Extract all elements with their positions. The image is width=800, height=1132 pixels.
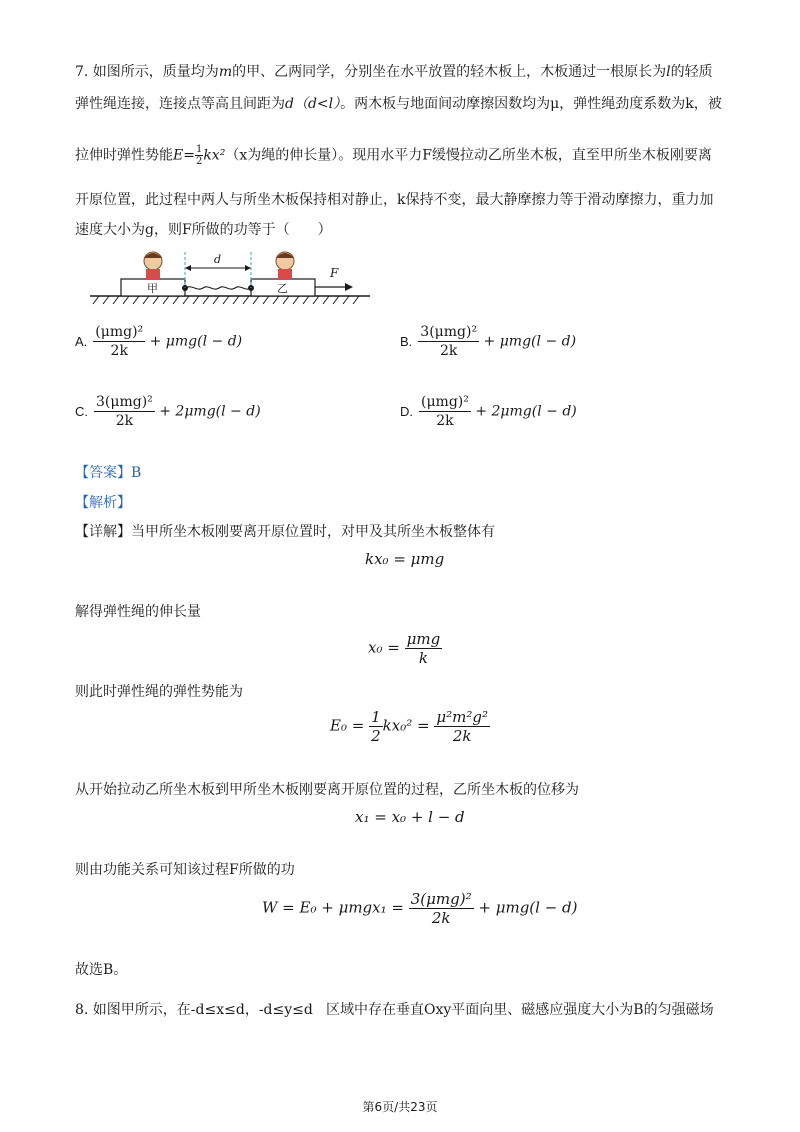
detail-conclusion: 故选B。 [75,962,128,978]
page-footer: 第6页/共23页 [362,1100,438,1114]
half-fraction: $\frac{1}{2}$ [195,144,203,167]
option-d[interactable]: D. $\frac{\text{(μmg)²}}{2k}$ + 2μmg(l − d) [400,394,577,429]
label-yi: 乙 [277,282,288,295]
q7-line-4: 开原位置，此过程中两人与所坐木板保持相对静止，k保持不变，最大静摩擦力等于滑动摩擦力，重力加 [75,192,714,208]
analysis-label: 【解析】 [75,495,131,511]
q8-line-1b: 区域中存在垂直Oxy平面向里、磁感应强度大小为B的匀强磁场 [326,1002,714,1018]
q7-line-1: 7. 如图所示，质量均为m的甲、乙两同学，分别坐在水平放置的轻木板上，木板通过一根原长为l的轻质 [75,64,713,80]
detail-line-2: 解得弹性绳的伸长量 [75,604,201,620]
label-d: d [214,253,222,266]
label-F: F [330,266,339,280]
option-a[interactable]: A. $\frac{\text{(μmg)²}}{2k}$ + μmg(l − d) [75,324,243,359]
kid-jia-icon [144,252,162,279]
equation-3: E₀ = $\frac{1}{2}$ kx₀² = $\frac{\text{μ²m²g²}}{2k}$ [330,708,488,745]
q7-line-5: 速度大小为g，则F所做的功等于（ ） [75,222,332,238]
kid-yi-icon [276,252,294,279]
answer-label: 【答案】B [75,465,142,481]
label-jia: 甲 [147,282,158,295]
equation-5: W = E₀ + μmgx₁ = $\frac{\text{3(μmg)²}}{2k}$ + μmg(l − d) [262,890,578,927]
equation-4: x₁ = x₀ + l − d [355,808,465,826]
equation-1: kx₀ = μmg [365,550,445,568]
option-c[interactable]: C. $\frac{\text{3(μmg)²}}{2k}$ + 2μmg(l − d) [75,394,261,429]
elastic-rope [185,287,251,289]
q8-line-1a: 8. 如图甲所示，在-d≤x≤d，-d≤y≤d [75,1002,313,1018]
detail-line-5: 则由功能关系可知该过程F所做的功 [75,862,295,878]
board-spring-figure [85,248,375,310]
option-b[interactable]: B. $\frac{\text{3(μmg)²}}{2k}$ + μmg(l − d) [400,324,577,359]
detail-line-1: 【详解】当甲所坐木板刚要离开原位置时，对甲及其所坐木板整体有 [75,524,495,540]
q7-line-3: 拉伸时弹性势能E= $\frac{1}{2}$ kx²（x为绳的伸长量）。现用水平力F缓慢拉动乙所坐木板，直至甲所坐木板刚要离 [75,144,712,167]
q7-line-2: 弹性绳连接，连接点等高且间距为d（d<l）。两木板与地面间动摩擦因数均为μ，弹性绳劲度系数为k，被 [75,96,722,112]
detail-line-3: 则此时弹性绳的弹性势能为 [75,684,243,700]
equation-2: x₀ = $\frac{\text{μmg}}{k}$ [368,630,441,667]
detail-line-4: 从开始拉动乙所坐木板到甲所坐木板刚要离开原位置的过程，乙所坐木板的位移为 [75,782,579,798]
